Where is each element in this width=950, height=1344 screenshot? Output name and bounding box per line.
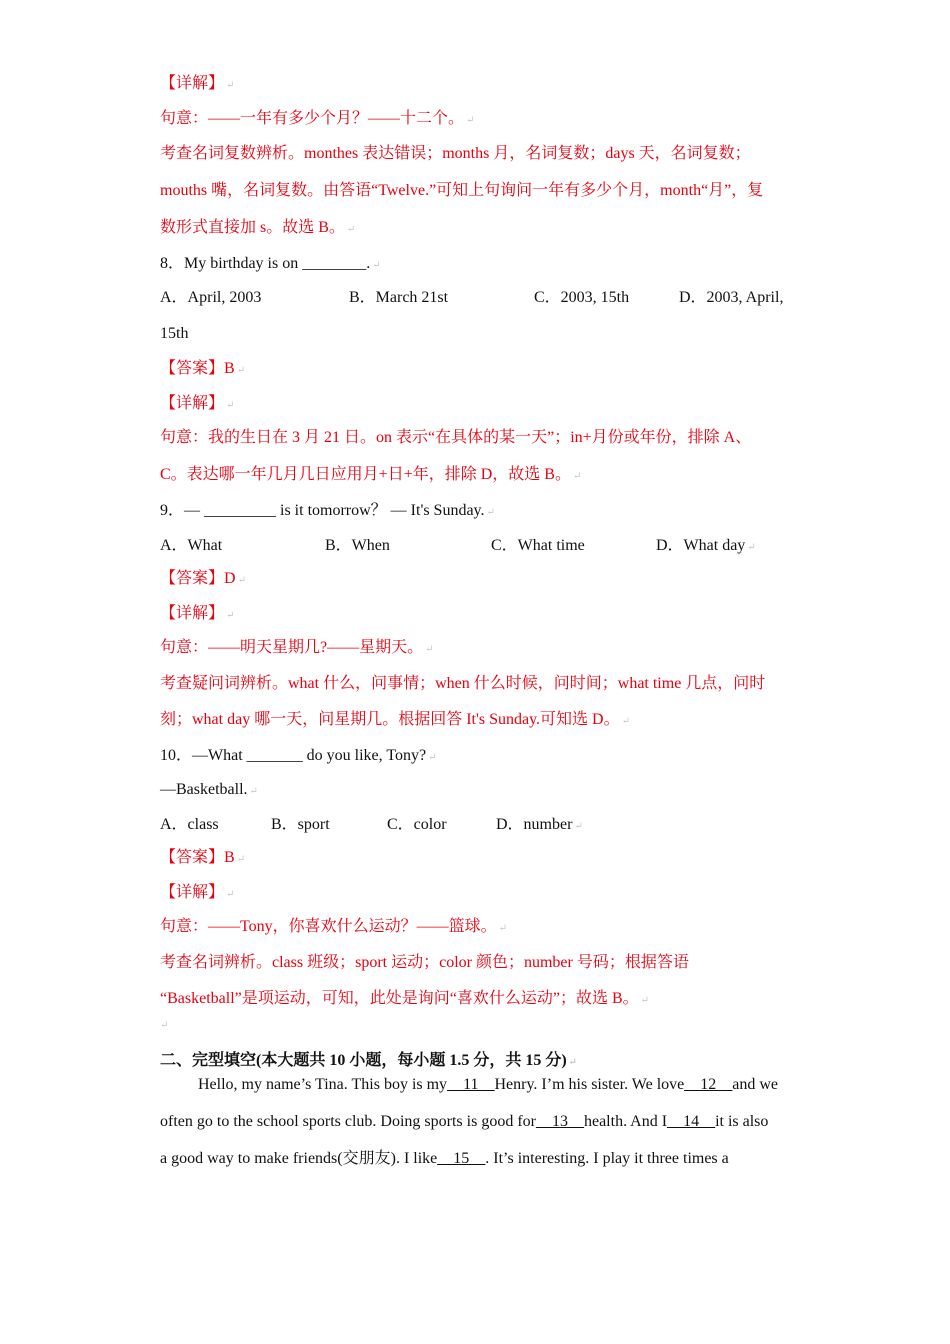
q10-answer: 【答案】B ↵ [160, 849, 246, 866]
q8-stem: 8．My birthday is on ________. ↵ [160, 255, 381, 272]
section-2-heading: 二、完型填空(本大题共 10 小题，每小题 1.5 分，共 15 分) ↵ [160, 1052, 578, 1069]
q10-option-c: C．color [387, 816, 447, 833]
cloze-line-2: often go to the school sports club. Doing sports is good for__13__health. And I__14__it is also [160, 1113, 769, 1130]
blank-13: __13__ [535, 1113, 584, 1130]
cloze-line-3: a good way to make friends(交朋友). I like__15__. It’s interesting. I play it three times a [160, 1150, 729, 1167]
q7-analysis-line-3: 数形式直接加 s。故选 B。 ↵ [160, 219, 356, 236]
q10-reply: —Basketball. ↵ [160, 781, 258, 798]
q8-answer: 【答案】B ↵ [160, 360, 246, 377]
q9-analysis-line-1: 考查疑问词辨析。what 什么，问事情；when 什么时候，问时间；what time 几点，问时 [160, 675, 766, 692]
q10-analysis-line-1: 考查名词辨析。class 班级；sport 运动；color 颜色；number 号码；根据答语 [160, 954, 689, 971]
q10-meaning: 句意：——Tony，你喜欢什么运动？——篮球。 ↵ [160, 918, 508, 935]
q9-option-c: C．What time [491, 537, 585, 554]
blank-12: __12__ [684, 1076, 733, 1093]
q10-option-a: A．class [160, 816, 219, 833]
q9-option-b: B．When [325, 537, 390, 554]
q9-option-d: D．What day ↵ [656, 537, 756, 554]
q8-option-d: D．2003, April, [679, 289, 784, 306]
q8-option-d-wrap: 15th [160, 325, 189, 342]
q10-stem: 10．—What _______ do you like, Tony? ↵ [160, 747, 437, 764]
q7-analysis-line-2: mouths 嘴，名词复数。由答语“Twelve.”可知上句询问一年有多少个月，month“月”，复 [160, 182, 764, 199]
paragraph-mark: ↵ [160, 1020, 169, 1031]
q10-detail-label: 【详解】 ↵ [160, 884, 235, 901]
blank-11: __11__ [447, 1076, 495, 1093]
q9-meaning: 句意：——明天星期几?——星期天。 ↵ [160, 639, 434, 656]
q7-detail-label: 【详解】 ↵ [160, 75, 235, 92]
q9-analysis-line-2: 刻；what day 哪一天，问星期几。根据回答 It's Sunday.可知选 D。 ↵ [160, 711, 630, 728]
q8-option-a: A．April, 2003 [160, 289, 262, 306]
q10-option-d: D．number ↵ [496, 816, 583, 833]
blank-15: __15__ [437, 1150, 486, 1167]
q7-analysis-line-1: 考查名词复数辨析。monthes 表达错误；months 月，名词复数；days 天，名词复数； [160, 145, 751, 162]
cloze-line-1: Hello, my name’s Tina. This boy is my__11__Henry. I’m his sister. We love__12__and we [198, 1076, 779, 1093]
q9-answer: 【答案】D ↵ [160, 570, 246, 587]
q9-detail-label: 【详解】 ↵ [160, 605, 235, 622]
q8-option-c: C．2003, 15th [534, 289, 630, 306]
q10-option-b: B．sport [271, 816, 330, 833]
q8-analysis-line-2: C。表达哪一年几月几日应用月+日+年，排除 D，故选 B。 ↵ [160, 466, 582, 483]
blank-14: __14__ [667, 1113, 716, 1130]
q8-analysis-line-1: 句意：我的生日在 3 月 21 日。on 表示“在具体的某一天”；in+月份或年份，排除 A、 [160, 429, 752, 446]
q9-option-a: A．What [160, 537, 223, 554]
q7-meaning: 句意：——一年有多少个月？——十二个。 ↵ [160, 110, 475, 127]
q8-option-b: B．March 21st [349, 289, 449, 306]
q8-detail-label: 【详解】 ↵ [160, 395, 235, 412]
q10-analysis-line-2: “Basketball”是项运动，可知，此处是询问“喜欢什么运动”；故选 B。 ↵ [160, 990, 650, 1007]
q9-stem: 9．— _________ is it tomorrow？ — It's Sunday. ↵ [160, 502, 495, 519]
